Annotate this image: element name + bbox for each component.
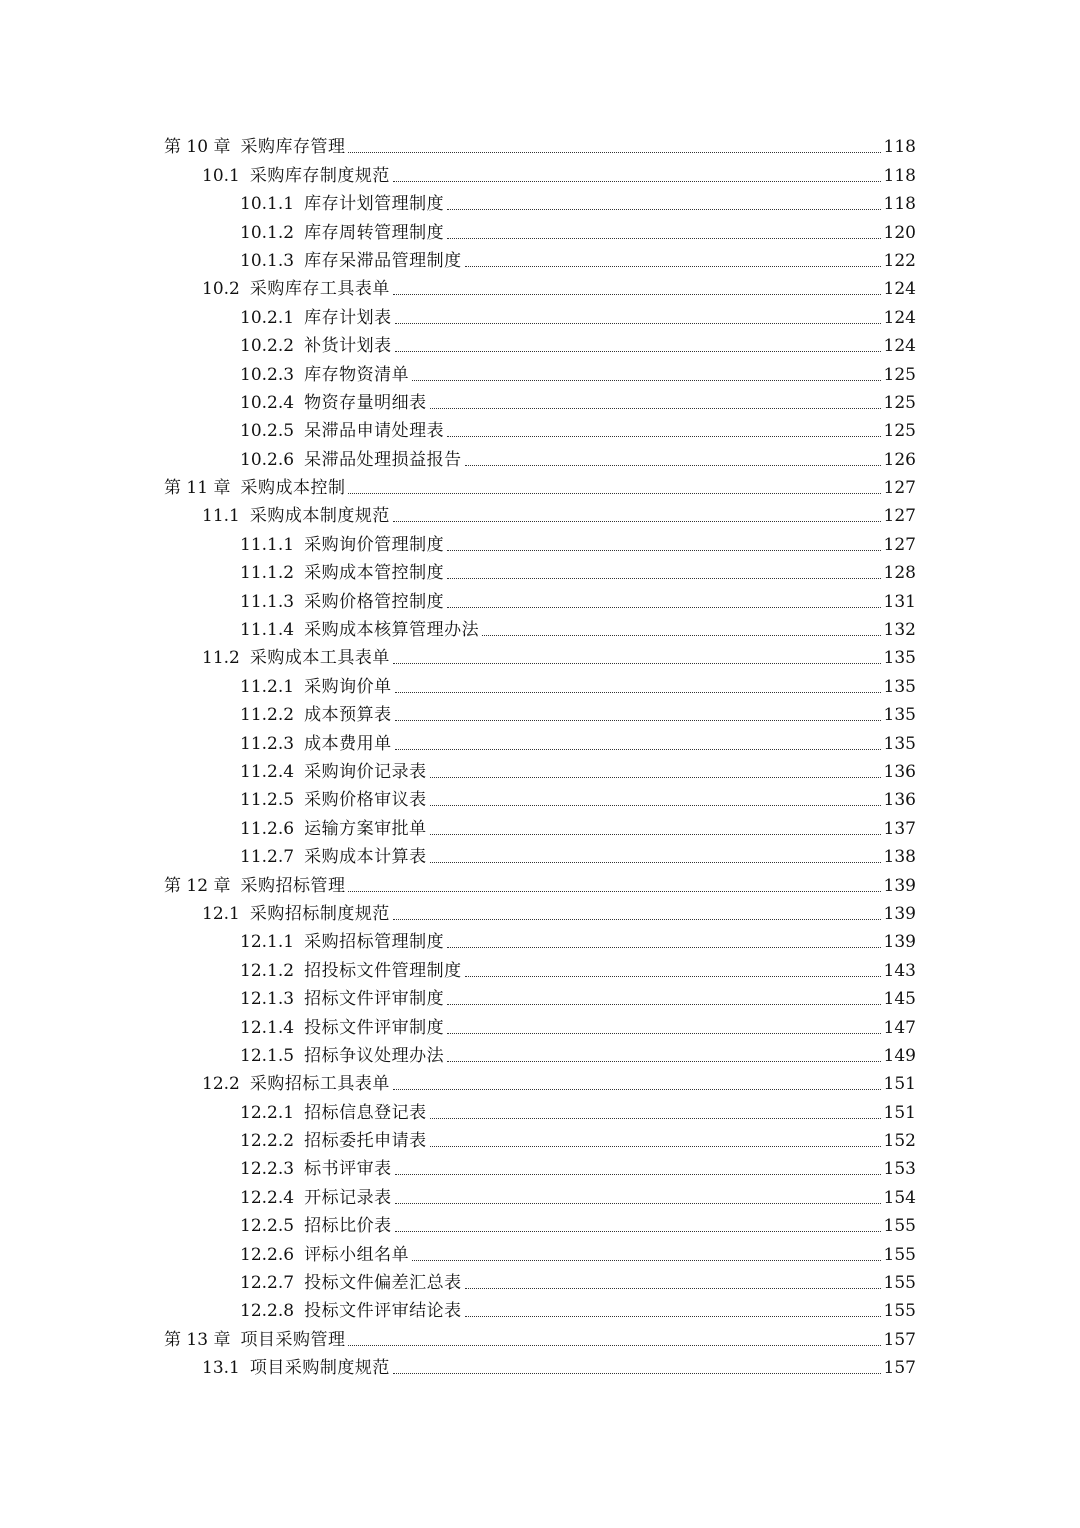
toc-entry-number: 11.2.5 xyxy=(240,790,295,811)
toc-entry-page-number: 135 xyxy=(883,705,916,726)
toc-subsection-entry[interactable] xyxy=(164,1181,916,1209)
toc-entry-number: 11.1.4 xyxy=(240,620,295,641)
toc-entry-page-number: 155 xyxy=(883,1301,916,1322)
toc-entry-page-number: 125 xyxy=(883,392,916,413)
toc-entry-page-number: 131 xyxy=(883,591,916,612)
toc-chapter-entry[interactable] xyxy=(164,472,916,500)
toc-entry-page-number: 118 xyxy=(883,137,916,158)
toc-subsection-entry[interactable] xyxy=(164,727,916,755)
toc-entry-title: 采购招标工具表单 xyxy=(249,1074,390,1095)
toc-entry-number: 10.2.1 xyxy=(240,307,295,328)
toc-entry-title: 采购价格管控制度 xyxy=(304,591,445,612)
toc-entry-page-number: 139 xyxy=(883,903,916,924)
toc-entry-title: 招标信息登记表 xyxy=(304,1102,427,1123)
toc-subsection-entry[interactable] xyxy=(164,443,916,471)
toc-dot-leader xyxy=(395,719,881,721)
toc-subsection-entry[interactable] xyxy=(164,1096,916,1124)
toc-entry-page-number: 136 xyxy=(883,761,916,782)
toc-entry-page-number: 128 xyxy=(883,563,916,584)
toc-entry-page-number: 122 xyxy=(883,250,916,271)
toc-dot-leader xyxy=(482,634,880,636)
toc-subsection-entry[interactable] xyxy=(164,301,916,329)
toc-entry-title: 库存计划表 xyxy=(304,307,392,328)
toc-entry-number: 11.2 xyxy=(202,648,240,669)
toc-dot-leader xyxy=(393,293,881,295)
toc-entry-title: 采购库存制度规范 xyxy=(249,165,390,186)
toc-entry-page-number: 124 xyxy=(883,336,916,357)
toc-entry-title: 招投标文件管理制度 xyxy=(304,960,462,981)
toc-entry-title: 招标争议处理办法 xyxy=(304,1045,445,1066)
toc-entry-page-number: 138 xyxy=(883,847,916,868)
toc-dot-leader xyxy=(395,748,881,750)
toc-entry-title: 采购成本核算管理办法 xyxy=(304,620,480,641)
toc-entry-title: 采购价格审议表 xyxy=(304,790,427,811)
toc-subsection-entry[interactable] xyxy=(164,1040,916,1068)
toc-entry-title: 项目采购管理 xyxy=(240,1329,346,1350)
toc-subsection-entry[interactable] xyxy=(164,188,916,216)
toc-subsection-entry[interactable] xyxy=(164,1011,916,1039)
toc-dot-leader xyxy=(412,1259,880,1261)
toc-entry-page-number: 154 xyxy=(883,1187,916,1208)
toc-subsection-entry[interactable] xyxy=(164,699,916,727)
toc-entry-title: 采购询价管理制度 xyxy=(304,534,445,555)
toc-subsection-entry[interactable] xyxy=(164,245,916,273)
toc-subsection-entry[interactable] xyxy=(164,528,916,556)
toc-subsection-entry[interactable] xyxy=(164,926,916,954)
toc-entry-page-number: 137 xyxy=(883,818,916,839)
toc-subsection-entry[interactable] xyxy=(164,216,916,244)
toc-entry-page-number: 151 xyxy=(883,1102,916,1123)
toc-entry-number: 10.1.3 xyxy=(240,250,295,271)
toc-entry-title: 采购招标管理制度 xyxy=(304,932,445,953)
toc-entry-number: 11.2.1 xyxy=(240,676,295,697)
toc-entry-title: 采购询价单 xyxy=(304,676,392,697)
toc-entry-number: 12.1.4 xyxy=(240,1017,295,1038)
toc-dot-leader xyxy=(447,549,880,551)
toc-entry-page-number: 147 xyxy=(883,1017,916,1038)
toc-dot-leader xyxy=(447,577,880,579)
toc-entry-page-number: 120 xyxy=(883,222,916,243)
toc-subsection-entry[interactable] xyxy=(164,614,916,642)
toc-subsection-entry[interactable] xyxy=(164,841,916,869)
toc-entry-title: 采购询价记录表 xyxy=(304,761,427,782)
toc-entry-number: 11.1 xyxy=(202,506,240,527)
toc-dot-leader xyxy=(447,237,880,239)
toc-dot-leader xyxy=(395,691,881,693)
toc-chapter-entry[interactable] xyxy=(164,131,916,159)
toc-entry-title: 投标文件评审结论表 xyxy=(304,1301,462,1322)
toc-dot-leader xyxy=(412,379,880,381)
toc-entry-page-number: 143 xyxy=(883,960,916,981)
toc-subsection-entry[interactable] xyxy=(164,670,916,698)
toc-subsection-entry[interactable] xyxy=(164,983,916,1011)
toc-dot-leader xyxy=(447,606,880,608)
toc-entry-title: 成本费用单 xyxy=(304,733,392,754)
toc-entry-title: 采购成本控制 xyxy=(240,478,346,499)
toc-entry-title: 采购库存工具表单 xyxy=(249,279,390,300)
toc-entry-title: 招标委托申请表 xyxy=(304,1131,427,1152)
toc-entry-page-number: 127 xyxy=(883,534,916,555)
toc-entry-number: 10.2.6 xyxy=(240,449,295,470)
toc-subsection-entry[interactable] xyxy=(164,557,916,585)
toc-dot-leader xyxy=(395,1230,881,1232)
toc-dot-leader xyxy=(447,1060,880,1062)
toc-entry-title: 采购库存管理 xyxy=(240,137,346,158)
toc-entry-page-number: 155 xyxy=(883,1244,916,1265)
toc-entry-number: 12.2.6 xyxy=(240,1244,295,1265)
toc-entry-number: 11.2.7 xyxy=(240,847,295,868)
toc-entry-page-number: 125 xyxy=(883,421,916,442)
toc-entry-number: 12.1.3 xyxy=(240,989,295,1010)
toc-entry-number: 11.2.3 xyxy=(240,733,295,754)
toc-entry-page-number: 152 xyxy=(883,1131,916,1152)
toc-dot-leader xyxy=(430,833,881,835)
toc-entry-page-number: 155 xyxy=(883,1216,916,1237)
toc-entry-title: 开标记录表 xyxy=(304,1187,392,1208)
toc-entry-number: 12.2.5 xyxy=(240,1216,295,1237)
toc-subsection-entry[interactable] xyxy=(164,756,916,784)
toc-entry-number: 12.1.5 xyxy=(240,1045,295,1066)
toc-entry-page-number: 127 xyxy=(883,478,916,499)
toc-entry-page-number: 151 xyxy=(883,1074,916,1095)
toc-entry-title: 库存计划管理制度 xyxy=(304,194,445,215)
toc-dot-leader xyxy=(395,1202,881,1204)
toc-dot-leader xyxy=(348,890,880,892)
toc-entry-number: 12.2.1 xyxy=(240,1102,295,1123)
toc-entry-title: 呆滞品申请处理表 xyxy=(304,421,445,442)
toc-section-entry[interactable] xyxy=(164,1352,916,1380)
toc-dot-leader xyxy=(430,861,881,863)
toc-entry-number: 10.1.2 xyxy=(240,222,295,243)
toc-dot-leader xyxy=(393,180,881,182)
toc-entry-page-number: 124 xyxy=(883,307,916,328)
table-of-contents xyxy=(164,131,916,1380)
toc-dot-leader xyxy=(393,1372,881,1374)
toc-entry-number: 12.1.1 xyxy=(240,932,295,953)
toc-entry-page-number: 135 xyxy=(883,676,916,697)
toc-entry-page-number: 126 xyxy=(883,449,916,470)
toc-entry-number: 10.2 xyxy=(202,279,240,300)
toc-dot-leader xyxy=(465,1315,881,1317)
toc-entry-number: 12.2.7 xyxy=(240,1273,295,1294)
toc-entry-number: 12.2.2 xyxy=(240,1131,295,1152)
toc-entry-title: 投标文件偏差汇总表 xyxy=(304,1273,462,1294)
toc-entry-title: 投标文件评审制度 xyxy=(304,1017,445,1038)
toc-dot-leader xyxy=(430,776,881,778)
toc-entry-page-number: 125 xyxy=(883,364,916,385)
toc-entry-title: 采购成本管控制度 xyxy=(304,563,445,584)
toc-entry-number: 10.2.3 xyxy=(240,364,295,385)
toc-section-entry[interactable] xyxy=(164,642,916,670)
toc-entry-number: 11.1.2 xyxy=(240,563,295,584)
toc-subsection-entry[interactable] xyxy=(164,415,916,443)
toc-entry-title: 库存物资清单 xyxy=(304,364,410,385)
toc-entry-number: 第 12 章 xyxy=(164,875,231,896)
toc-dot-leader xyxy=(430,1117,881,1119)
toc-dot-leader xyxy=(348,1344,880,1346)
toc-entry-page-number: 135 xyxy=(883,733,916,754)
toc-entry-title: 采购成本工具表单 xyxy=(249,648,390,669)
toc-entry-number: 10.2.2 xyxy=(240,336,295,357)
toc-entry-title: 库存呆滞品管理制度 xyxy=(304,250,462,271)
toc-entry-number: 11.1.3 xyxy=(240,591,295,612)
toc-subsection-entry[interactable] xyxy=(164,585,916,613)
toc-entry-title: 招标比价表 xyxy=(304,1216,392,1237)
toc-subsection-entry[interactable] xyxy=(164,1295,916,1323)
toc-entry-page-number: 155 xyxy=(883,1273,916,1294)
toc-entry-number: 12.2.8 xyxy=(240,1301,295,1322)
toc-entry-number: 12.2 xyxy=(202,1074,240,1095)
toc-section-entry[interactable] xyxy=(164,273,916,301)
toc-entry-title: 评标小组名单 xyxy=(304,1244,410,1265)
toc-subsection-entry[interactable] xyxy=(164,784,916,812)
toc-entry-number: 10.2.5 xyxy=(240,421,295,442)
toc-entry-page-number: 118 xyxy=(883,165,916,186)
toc-entry-title: 采购招标管理 xyxy=(240,875,346,896)
toc-entry-number: 10.1.1 xyxy=(240,194,295,215)
toc-entry-title: 采购招标制度规范 xyxy=(249,903,390,924)
toc-entry-title: 运输方案审批单 xyxy=(304,818,427,839)
toc-entry-title: 采购成本计算表 xyxy=(304,847,427,868)
toc-entry-number: 12.1.2 xyxy=(240,960,295,981)
toc-entry-title: 库存周转管理制度 xyxy=(304,222,445,243)
toc-subsection-entry[interactable] xyxy=(164,358,916,386)
toc-dot-leader xyxy=(348,151,880,153)
toc-chapter-entry[interactable] xyxy=(164,869,916,897)
toc-subsection-entry[interactable] xyxy=(164,812,916,840)
toc-entry-page-number: 139 xyxy=(883,875,916,896)
toc-subsection-entry[interactable] xyxy=(164,387,916,415)
toc-entry-number: 第 10 章 xyxy=(164,137,231,158)
toc-entry-page-number: 157 xyxy=(883,1329,916,1350)
toc-subsection-entry[interactable] xyxy=(164,1153,916,1181)
toc-entry-number: 11.2.6 xyxy=(240,818,295,839)
toc-entry-title: 招标文件评审制度 xyxy=(304,989,445,1010)
toc-entry-page-number: 124 xyxy=(883,279,916,300)
toc-dot-leader xyxy=(430,1145,881,1147)
toc-entry-page-number: 153 xyxy=(883,1159,916,1180)
toc-entry-number: 第 11 章 xyxy=(164,478,231,499)
toc-entry-number: 13.1 xyxy=(202,1358,240,1379)
toc-entry-page-number: 136 xyxy=(883,790,916,811)
toc-dot-leader xyxy=(465,265,881,267)
toc-dot-leader xyxy=(430,407,881,409)
toc-dot-leader xyxy=(447,208,880,210)
toc-dot-leader xyxy=(447,1032,880,1034)
toc-dot-leader xyxy=(447,1003,880,1005)
toc-dot-leader xyxy=(447,435,880,437)
toc-entry-title: 物资存量明细表 xyxy=(304,392,427,413)
toc-dot-leader xyxy=(430,804,881,806)
toc-dot-leader xyxy=(393,1088,881,1090)
toc-entry-title: 补货计划表 xyxy=(304,336,392,357)
toc-subsection-entry[interactable] xyxy=(164,1125,916,1153)
toc-section-entry[interactable] xyxy=(164,159,916,187)
toc-subsection-entry[interactable] xyxy=(164,954,916,982)
toc-dot-leader xyxy=(393,918,881,920)
toc-entry-number: 12.2.4 xyxy=(240,1187,295,1208)
toc-dot-leader xyxy=(393,520,881,522)
toc-subsection-entry[interactable] xyxy=(164,330,916,358)
toc-entry-title: 成本预算表 xyxy=(304,705,392,726)
toc-entry-page-number: 132 xyxy=(883,620,916,641)
toc-entry-number: 第 13 章 xyxy=(164,1329,231,1350)
toc-entry-title: 采购成本制度规范 xyxy=(249,506,390,527)
toc-entry-page-number: 157 xyxy=(883,1358,916,1379)
toc-entry-number: 12.1 xyxy=(202,903,240,924)
toc-entry-page-number: 127 xyxy=(883,506,916,527)
toc-entry-page-number: 145 xyxy=(883,989,916,1010)
toc-entry-number: 10.1 xyxy=(202,165,240,186)
toc-dot-leader xyxy=(465,975,881,977)
toc-entry-title: 项目采购制度规范 xyxy=(249,1358,390,1379)
toc-entry-number: 11.1.1 xyxy=(240,534,295,555)
toc-entry-page-number: 149 xyxy=(883,1045,916,1066)
toc-entry-page-number: 118 xyxy=(883,194,916,215)
toc-dot-leader xyxy=(395,322,881,324)
toc-dot-leader xyxy=(393,662,881,664)
toc-entry-page-number: 139 xyxy=(883,932,916,953)
toc-entry-number: 11.2.2 xyxy=(240,705,295,726)
toc-entry-title: 标书评审表 xyxy=(304,1159,392,1180)
toc-subsection-entry[interactable] xyxy=(164,1210,916,1238)
toc-dot-leader xyxy=(395,1173,881,1175)
toc-section-entry[interactable] xyxy=(164,500,916,528)
toc-section-entry[interactable] xyxy=(164,898,916,926)
toc-entry-number: 11.2.4 xyxy=(240,761,295,782)
toc-dot-leader xyxy=(447,946,880,948)
toc-entry-page-number: 135 xyxy=(883,648,916,669)
toc-subsection-entry[interactable] xyxy=(164,1238,916,1266)
toc-subsection-entry[interactable] xyxy=(164,1267,916,1295)
toc-entry-number: 10.2.4 xyxy=(240,392,295,413)
toc-section-entry[interactable] xyxy=(164,1068,916,1096)
toc-dot-leader xyxy=(395,350,881,352)
toc-dot-leader xyxy=(348,492,880,494)
toc-dot-leader xyxy=(465,464,881,466)
toc-dot-leader xyxy=(465,1287,881,1289)
toc-chapter-entry[interactable] xyxy=(164,1323,916,1351)
toc-entry-title: 呆滞品处理损益报告 xyxy=(304,449,462,470)
toc-entry-number: 12.2.3 xyxy=(240,1159,295,1180)
